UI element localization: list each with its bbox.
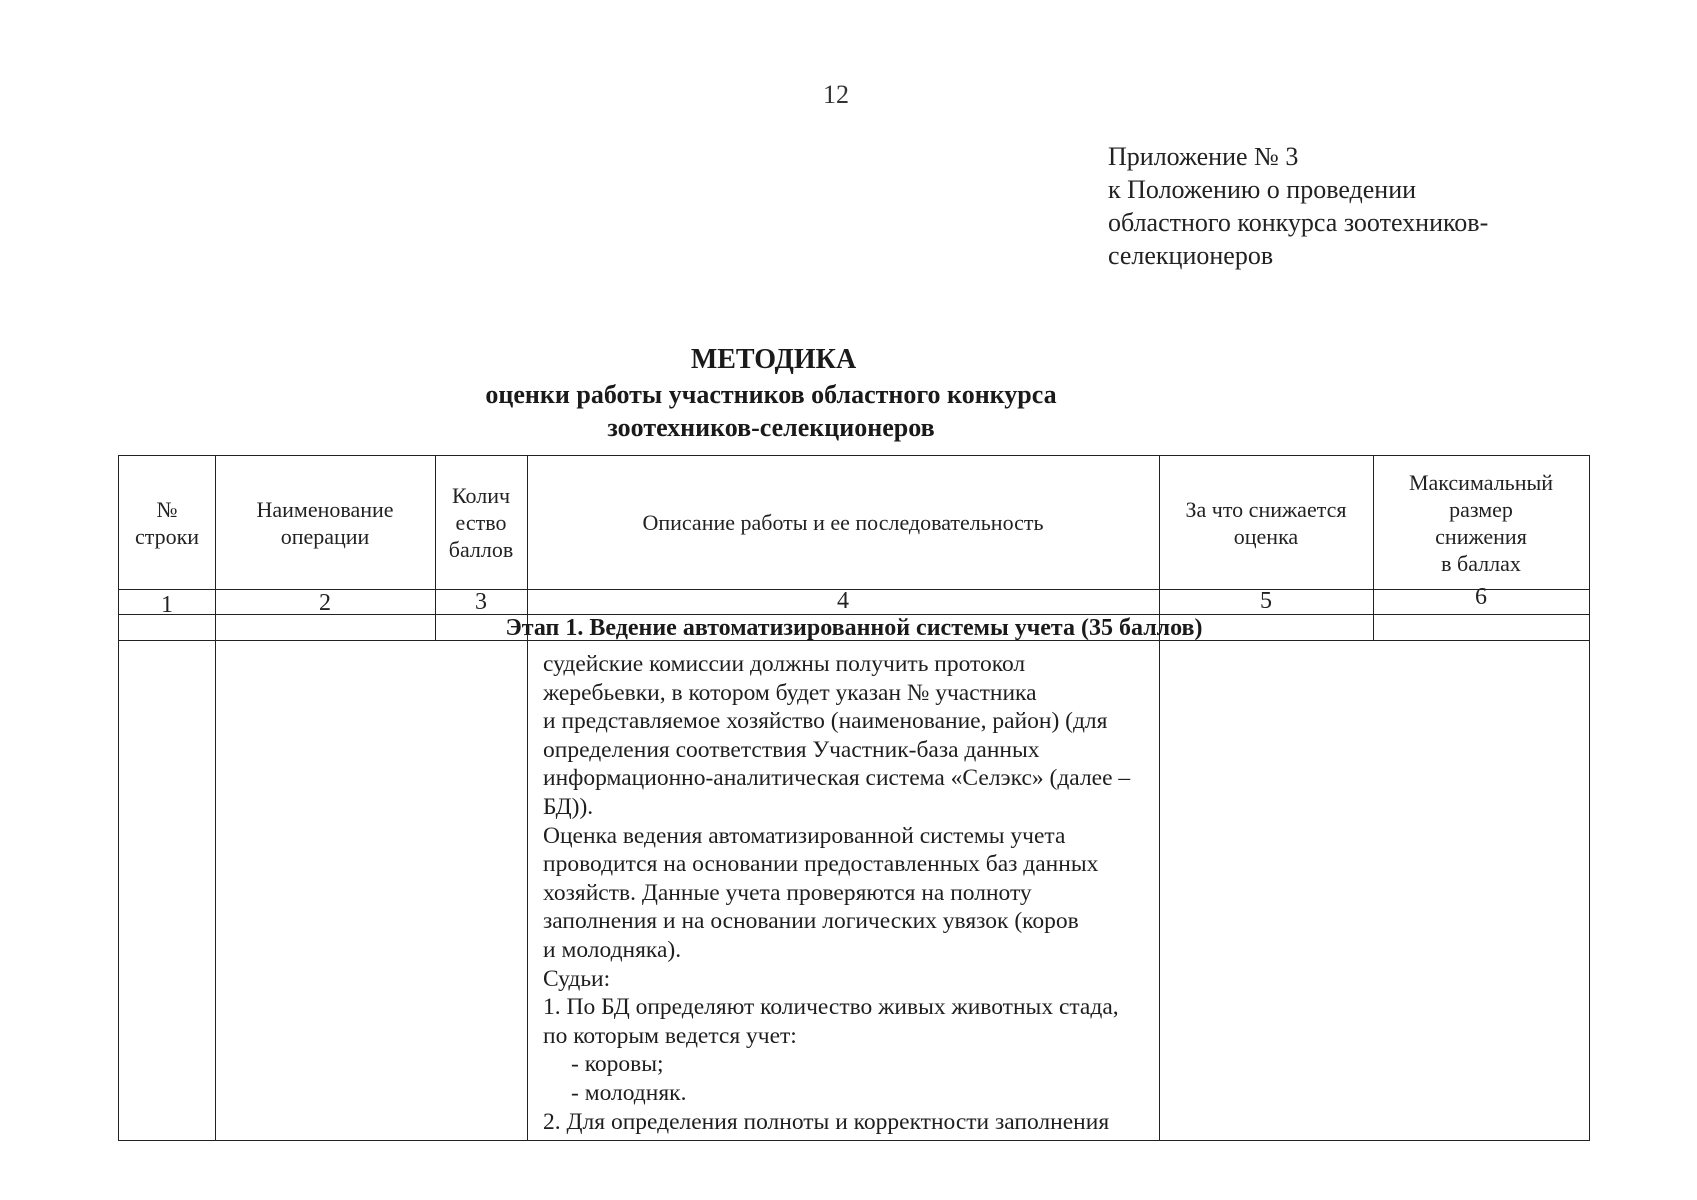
appendix-line: к Положению о проведении	[1108, 175, 1417, 204]
description-line: - коровы;	[571, 1051, 664, 1078]
description-line: хозяйств. Данные учета проверяются на полноту	[543, 879, 1032, 906]
header-reduction-reason: За что снижается оценка	[1185, 496, 1347, 549]
description-line: Оценка ведения автоматизированной системы учета	[543, 822, 1066, 849]
description-line: 2. Для определения полноты и корректности заполнения	[543, 1108, 1110, 1135]
appendix-line: Приложение № 3	[1108, 142, 1299, 171]
page-number: 12	[823, 80, 849, 109]
column-number: 4	[837, 588, 849, 614]
document-title	[0, 342, 1697, 444]
description-line: и представляемое хозяйство (наименование, район) (для	[543, 708, 1108, 735]
column-number: 2	[319, 590, 331, 616]
description-line: судейские комиссии должны получить протокол	[543, 651, 1026, 677]
description-line: - молодняк.	[571, 1079, 687, 1106]
title-line: оценки работы участников областного конкурса	[485, 380, 1057, 409]
description-cell	[543, 650, 1173, 1136]
description-line: и молодняка).	[543, 936, 682, 963]
description-line: проводится на основании предоставленных баз данных	[543, 851, 1099, 878]
title-line: зоотехников-селекционеров	[607, 413, 935, 442]
column-number: 5	[1260, 588, 1272, 614]
header-row-number: № строки	[134, 496, 200, 549]
header-operation-name: Наименование операции	[256, 496, 394, 549]
appendix-line: областного конкурса зоотехников-	[1108, 208, 1489, 237]
column-number: 1	[161, 592, 173, 618]
description-line: информационно-аналитическая система «Селэкс» (далее –	[543, 765, 1131, 792]
title-main: МЕТОДИКА	[690, 344, 857, 375]
column-number: 3	[475, 589, 487, 615]
description-line: 1. По БД определяют количество живых животных стада,	[543, 994, 1119, 1021]
stage-heading: Этап 1. Ведение автоматизированной системы учета (35 баллов)	[505, 615, 1203, 641]
description-line: жеребьевки, в котором будет указан № участника	[543, 679, 1037, 706]
description-line: БД)).	[543, 793, 594, 820]
header-points: Колич ество баллов	[448, 483, 514, 562]
description-line: заполнения и на основании логических увязок (коров	[543, 908, 1079, 935]
header-max-reduction: Максимальный размер снижения в баллах	[1408, 469, 1554, 576]
methodology-table	[118, 455, 1590, 1141]
description-line: по которым ведется учет:	[543, 1022, 797, 1049]
appendix-note	[1108, 140, 1488, 272]
column-number: 6	[1475, 584, 1487, 610]
header-description: Описание работы и ее последовательность	[642, 510, 1044, 535]
appendix-line: селекционеров	[1108, 241, 1274, 270]
description-line: Судьи:	[543, 965, 611, 992]
description-line: определения соответствия Участник-база данных	[543, 736, 1040, 763]
